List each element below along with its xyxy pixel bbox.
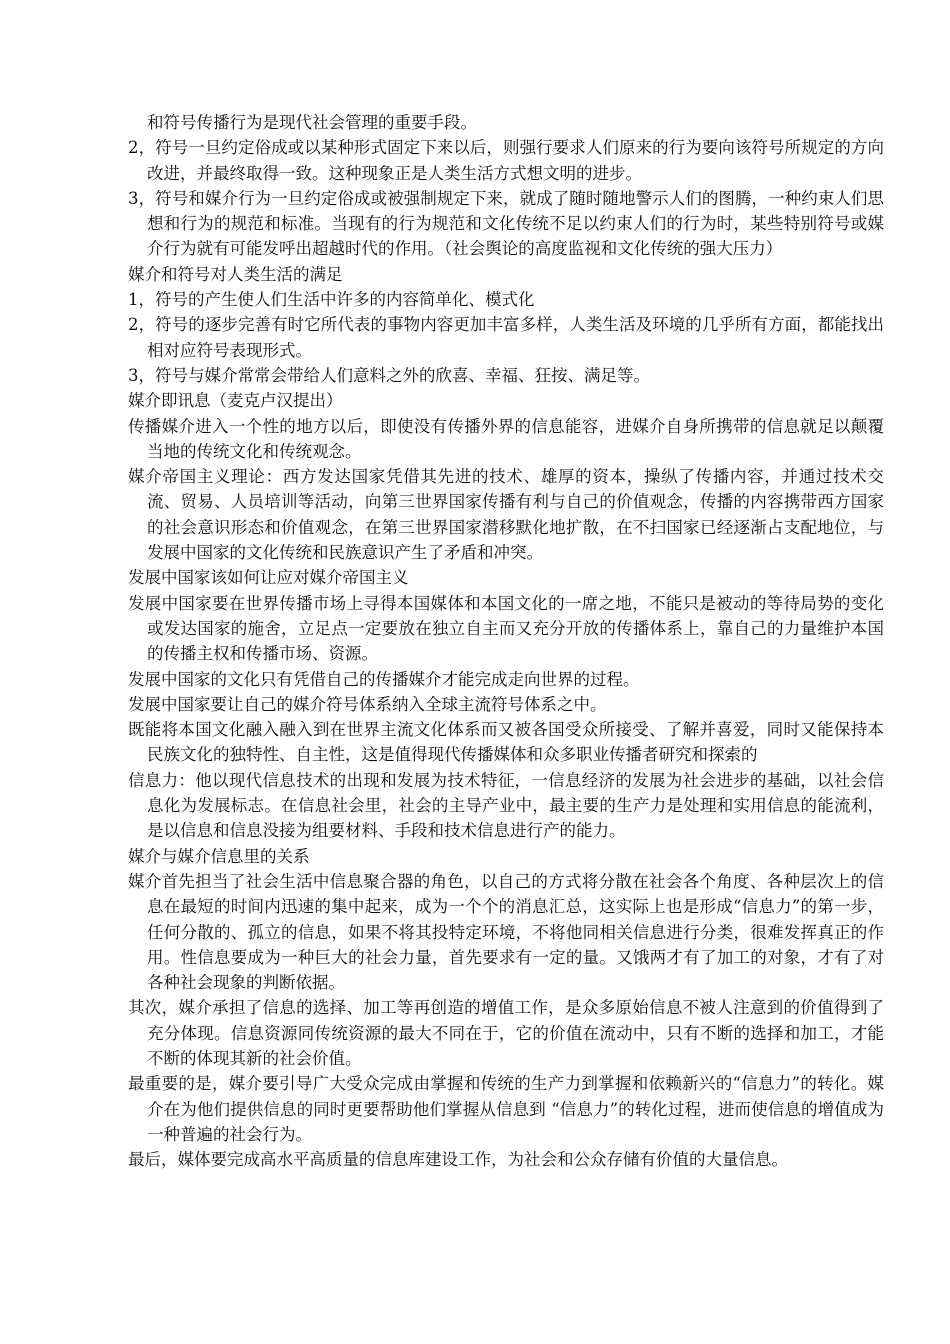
section-heading: 发展中国家该如何让应对媒介帝国主义 xyxy=(128,568,409,588)
paragraph: 媒介帝国主义理论：西方发达国家凭借其先进的技术、雄厚的资本，操纵了传播内容，并通过技术交流、贸易、人员培训等活动，向第三世界国家传播有利与自己的价值观念，传播的内容携带西方国家的社会意识形态和价值观念，在第三世界国家潜移默化地扩散，在不扫国家已经逐渐占支配地位，与发展中国家的文化传统和民族意识产生了矛盾和冲突。 xyxy=(128,467,884,563)
paragraph: 既能将本国文化融入融入到在世界主流文化体系而又被各国受众所接受、了解并喜爱，同时又能保持本民族文化的独特性、自主性，这是值得现代传播媒体和众多职业传播者研究和探索的 xyxy=(128,720,884,765)
paragraph: 媒介首先担当了社会生活中信息聚合器的角色，以自己的方式将分散在社会各个角度、各种层次上的信息在最短的时间内迅速的集中起来，成为一个个的消息汇总，这实际上也是形成“信息力”的第一步，任何分散的、孤立的信息，如果不将其投特定环境，不将他同相关信息进行分类，很难发挥真正的作用。性信息要成为一种巨大的社会力量，首先要求有一定的量。又饿两才有了加工的对象，才有了对各种社会现象的判断依据。 xyxy=(128,871,884,993)
paragraph: 其次，媒介承担了信息的选择、加工等再创造的增值工作，是众多原始信息不被人注意到的价值得到了充分体现。信息资源同传统资源的最大不同在于，它的价值在流动中，只有不断的选择和加工，才能不断的体现其新的社会价值。 xyxy=(128,998,884,1068)
paragraph: 发展中国家要在世界传播市场上寻得本国媒体和本国文化的一席之地，不能只是被动的等待局势的变化或发达国家的施舍，立足点一定要放在独立自主而又充分开放的传播体系上，靠自己的力量维护本国的传播主权和传播市场、资源。 xyxy=(128,593,884,664)
list-item-2: 2，符号的逐步完善有时它所代表的事物内容更加丰富多样，人类生活及环境的几乎所有方面，都能找出相对应符号表现形式。 xyxy=(128,315,884,360)
list-item-3: 3，符号和媒介行为一旦约定俗成或被强制规定下来，就成了随时随地警示人们的图腾，一种约束人们思想和行为的规范和标准。当现有的行为规范和文化传统不足以约束人们的行为时，某些特别符号或媒介行为就有可能发呼出超越时代的作用。（社会舆论的高度监视和文化传统的强大压力） xyxy=(128,188,884,259)
paragraph: 发展中国家要让自己的媒介符号体系纳入全球主流符号体系之中。 xyxy=(128,694,607,714)
list-item-1: 1，符号的产生使人们生活中许多的内容简单化、模式化 xyxy=(128,290,535,310)
paragraph: 最重要的是，媒介要引导广大受众完成由掌握和传统的生产力到掌握和依赖新兴的“信息力”的转化。媒介在为他们提供信息的同时更要帮助他们掌握从信息到 “信息力”的转化过程，进而使信息的增值成为一种普遍的社会行为。 xyxy=(128,1074,884,1144)
paragraph: 最后，媒体要完成高水平高质量的信息库建设工作，为社会和公众存储有价值的大量信息。 xyxy=(128,1150,788,1170)
paragraph: 发展中国家的文化只有凭借自己的传播媒介才能完成走向世界的过程。 xyxy=(128,669,640,689)
list-item-2: 2，符号一旦约定俗成或以某种形式固定下来以后，则强行要求人们原来的行为要向该符号所规定的方向改进，并最终取得一致。这种现象正是人类生活方式想文明的进步。 xyxy=(128,138,884,183)
paragraph-continued: 和符号传播行为是现代社会管理的重要手段。 xyxy=(147,113,477,132)
paragraph: 传播媒介进入一个性的地方以后，即使没有传播外界的信息能容，进媒介自身所携带的信息就足以颠覆当地的传统文化和传统观念。 xyxy=(128,416,884,461)
section-heading: 媒介与媒介信息里的关系 xyxy=(128,846,310,866)
list-item-3: 3，符号与媒介常常会带给人们意料之外的欣喜、幸福、狂按、满足等。 xyxy=(128,365,650,385)
section-heading: 媒介即讯息（麦克卢汉提出） xyxy=(128,391,343,411)
paragraph: 信息力：他以现代信息技术的出现和发展为技术特征，一信息经济的发展为社会进步的基础，以社会信息化为发展标志。在信息社会里，社会的主导产业中，最主要的生产力是处理和实用信息的能流利，是以信息和信息没接为组要材料、手段和技术信息进行产的能力。 xyxy=(128,770,884,841)
document-page xyxy=(128,110,884,1172)
section-heading: 媒介和符号对人类生活的满足 xyxy=(128,264,343,284)
